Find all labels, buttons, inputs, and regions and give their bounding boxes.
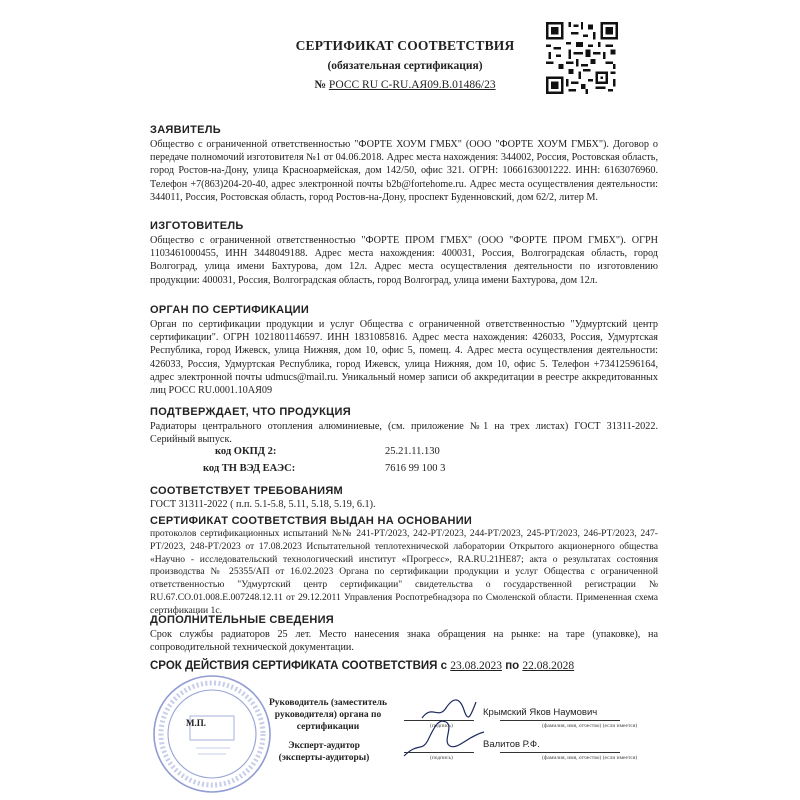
tnved-label: код ТН ВЭД ЕАЭС: bbox=[203, 463, 296, 474]
stamp-label: М.П. bbox=[186, 718, 206, 728]
applicant-heading: ЗАЯВИТЕЛЬ bbox=[150, 124, 221, 136]
expert-sign-caption: (подпись) bbox=[430, 755, 453, 761]
head-label: Руководитель (заместитель руководителя) органа по сертификации bbox=[269, 698, 387, 732]
certification-body-heading: ОРГАН ПО СЕРТИФИКАЦИИ bbox=[150, 304, 310, 316]
manufacturer-text: Общество с ограниченной ответственностью "ФОРТЕ ПРОМ ГМБХ" (ООО "ФОРТЕ ПРОМ ГМБХ"). ОГРН 1103461000455, ИНН 3448049188. Адрес места нахождения: 400031, Россия, Волгоградская область, город Волгоград, улица имени Бахтурова, дом 12л. Адрес места осуществления деятельности по изготовлению продукции: 400031, Россия, Волгоградская область, город Волгоград, улица имени Бахтурова, дом 12л. bbox=[150, 235, 658, 286]
basis-text: протоколов сертификационных испытаний №№ 241-РТ/2023, 242-РТ/2023, 244-РТ/2023, 245-РТ/2023, 246-РТ/2023, 247-РТ/2023, 248-РТ/2023 от 17.08.2023 Испытательной теплотехнической лаборатории Открытого акционерного общества «Научно - исследовательский технологический институт «Прогресс», RA.RU.21НЕ87; акта о результатах состояния производства № 25355/АП от 16.02.2023 Органа по сертификации продукции и услуг Общества с ограниченной ответственностью "Удмуртский центр сертификации" свидетельства о государственной регистрации № RU.67.CO.01.008.E.007248.12.11 от 29.12.2011 Управления Роспотребнадзора по Смоленской области. Примененная схема сертификации 1с. bbox=[150, 528, 658, 616]
additional-text: Срок службы радиаторов 25 лет. Место нанесения знака обращения на рынке: на таре (упаковке), на сопроводительной технической документации. bbox=[150, 629, 658, 654]
expert-name: Валитов Р.Ф. bbox=[483, 739, 540, 750]
validity-line bbox=[150, 660, 670, 672]
basis-heading: СЕРТИФИКАТ СООТВЕТСТВИЯ ВЫДАН НА ОСНОВАНИИ bbox=[150, 515, 473, 527]
expert-label: Эксперт-аудитор (эксперты-аудиторы) bbox=[278, 741, 370, 763]
okpd-value: 25.21.11.130 bbox=[385, 446, 440, 457]
head-sign-caption: (подпись) bbox=[430, 723, 453, 729]
applicant-text: Общество с ограниченной ответственностью "ФОРТЕ ХОУМ ГМБХ" (ООО "ФОРТЕ ХОУМ ГМБХ"). Договор о передаче полномочий изготовителя №1 от 04.06.2018. Адрес места нахождения: 344002, Россия, Ростовская область, город Ростов-на-Дону, улица Красноармейская, дом 142/50, офис 321. ОГРН: 1066163001222. ИНН: 6163076960. Телефон +7(863)204-20-40, адрес электронной почты b2b@fortehome.ru. Адрес места осуществления деятельности: 344011, Россия, Ростовская область, город Ростов-на-Дону, проспект Буденновский, дом 62/2, литер М. bbox=[150, 139, 658, 203]
head-name-caption: (фамилия, имя, отчество) (если имеется) bbox=[542, 723, 638, 729]
product-text: Радиаторы центрального отопления алюминиевые, (см. приложение №1 на трех листах) ГОСТ 31311-2022. Серийный выпуск. bbox=[150, 421, 658, 446]
certificate-number bbox=[240, 79, 570, 91]
requirements-text: ГОСТ 31311-2022 ( п.п. 5.1-5.8, 5.11, 5.18, 5.19, 6.1). bbox=[150, 499, 376, 510]
validity-label: СРОК ДЕЙСТВИЯ СЕРТИФИКАТА СООТВЕТСТВИЯ bbox=[150, 660, 438, 672]
validity-from-word: с bbox=[440, 660, 448, 672]
number-value: РОСС RU С-RU.АЯ09.В.01486/23 bbox=[328, 79, 496, 91]
expert-name-caption: (фамилия, имя, отчество) (если имеется) bbox=[542, 755, 638, 761]
product-heading: ПОДТВЕРЖДАЕТ, ЧТО ПРОДУКЦИЯ bbox=[150, 406, 351, 418]
manufacturer-heading: ИЗГОТОВИТЕЛЬ bbox=[150, 220, 244, 232]
certificate-title: СЕРТИФИКАТ СООТВЕТСТВИЯ bbox=[295, 38, 515, 53]
validity-from-date: 23.08.2023 bbox=[450, 660, 502, 672]
qr-code-icon bbox=[546, 22, 618, 94]
tnved-value: 7616 99 100 3 bbox=[385, 463, 446, 474]
stamp-seal-icon bbox=[150, 672, 274, 796]
head-name: Крымский Яков Наумович bbox=[483, 707, 598, 718]
certification-body-text: Орган по сертификации продукции и услуг Общества с ограниченной ответственностью "Удмуртский центр сертификации". ОГРН 1021801146597. ИНН 1831085816. Адрес места нахождения: 426033, Россия, Удмуртская Республика, город Ижевск, улица Нижняя, дом 10, офис 5, помещ. 4. Адрес места осуществления деятельности: 426033, Россия, Удмуртская Республика, город Ижевск, улица Нижняя, дом 10, офис 5. Телефон +73412596164, адрес электронной почты udmucs@mail.ru. Уникальный номер записи об аккредитации в реестре аккредитованных лиц РОСС RU.0001.10АЯ09 bbox=[150, 319, 658, 397]
head-name-line bbox=[500, 720, 620, 721]
okpd-label: код ОКПД 2: bbox=[215, 446, 277, 457]
validity-to-date: 22.08.2028 bbox=[522, 660, 575, 672]
certificate-subtitle: (обязательная сертификация) bbox=[327, 60, 483, 72]
validity-to-word: по bbox=[505, 660, 520, 672]
number-prefix: № bbox=[314, 79, 326, 91]
expert-name-line bbox=[500, 752, 620, 753]
requirements-heading: СООТВЕТСТВУЕТ ТРЕБОВАНИЯМ bbox=[150, 485, 343, 497]
additional-heading: ДОПОЛНИТЕЛЬНЫЕ СВЕДЕНИЯ bbox=[150, 614, 334, 626]
